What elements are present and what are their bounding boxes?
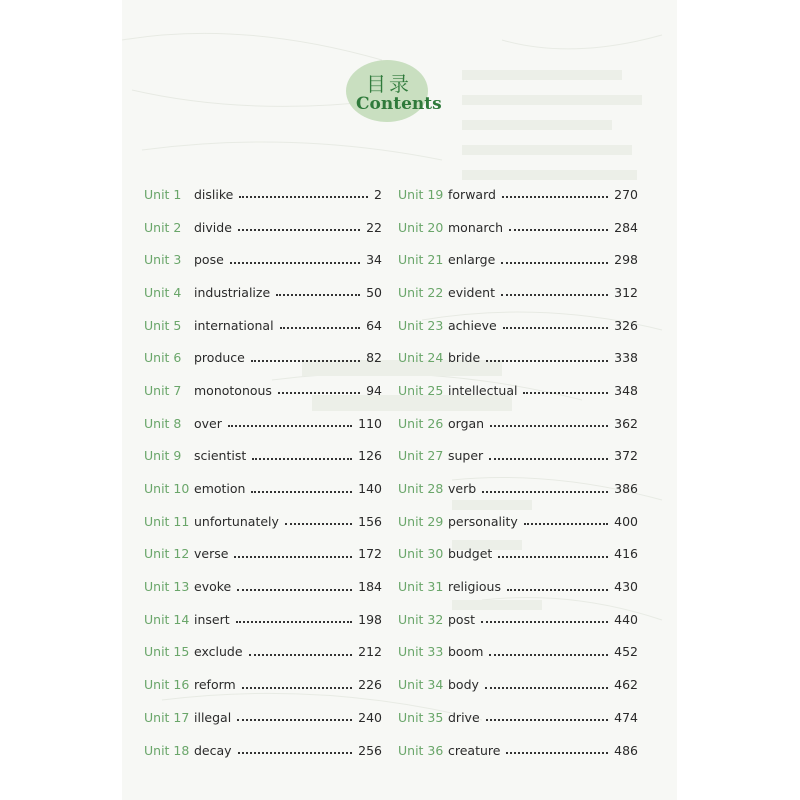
page-number: 270 [614, 186, 638, 202]
chinese-title: 目录 [366, 72, 412, 96]
page-number: 2 [374, 186, 382, 202]
unit-label: Unit 14 [144, 611, 190, 627]
entry-word: insert [194, 611, 230, 627]
entry-word: evoke [194, 579, 232, 595]
unit-label: Unit 27 [398, 448, 444, 464]
toc-entry[interactable] [144, 178, 382, 211]
page-number: 226 [358, 677, 382, 693]
unit-label: Unit 29 [398, 513, 444, 529]
toc-entry[interactable] [144, 668, 382, 701]
toc-entry[interactable] [398, 505, 638, 538]
dot-leader [482, 491, 608, 493]
page-number: 284 [614, 219, 638, 235]
page-number: 348 [614, 382, 638, 398]
entry-word: super [448, 448, 484, 464]
unit-label: Unit 28 [398, 481, 444, 497]
unit-label: Unit 25 [398, 382, 444, 398]
toc-entry[interactable] [398, 407, 638, 440]
entry-word: verb [448, 481, 477, 497]
toc-entry[interactable] [144, 636, 382, 669]
toc-entry[interactable] [144, 407, 382, 440]
dot-leader [230, 262, 360, 264]
entry-word: drive [448, 709, 480, 725]
toc-column-right [398, 178, 638, 766]
entry-word: body [448, 677, 479, 693]
toc-entry[interactable] [398, 440, 638, 473]
unit-label: Unit 10 [144, 481, 190, 497]
dot-leader [524, 523, 608, 525]
toc-entry[interactable] [144, 440, 382, 473]
unit-label: Unit 6 [144, 350, 182, 366]
dot-leader [503, 327, 608, 329]
entry-word: verse [194, 546, 229, 562]
unit-label: Unit 36 [398, 742, 444, 758]
unit-label: Unit 33 [398, 644, 444, 660]
page-number: 140 [358, 481, 382, 497]
entry-word: forward [448, 186, 496, 202]
page-number: 326 [614, 317, 638, 333]
toc-entry[interactable] [398, 276, 638, 309]
toc-entry[interactable] [398, 636, 638, 669]
unit-label: Unit 11 [144, 513, 190, 529]
dot-leader [237, 589, 352, 591]
page-number: 240 [358, 709, 382, 725]
page-number: 256 [358, 742, 382, 758]
unit-label: Unit 22 [398, 284, 444, 300]
toc-entry[interactable] [398, 243, 638, 276]
entry-word: religious [448, 579, 501, 595]
unit-label: Unit 1 [144, 186, 182, 202]
entry-word: dislike [194, 186, 234, 202]
unit-label: Unit 9 [144, 448, 182, 464]
page-number: 298 [614, 252, 638, 268]
unit-label: Unit 3 [144, 252, 182, 268]
entry-word: exclude [194, 644, 243, 660]
page-number: 312 [614, 284, 638, 300]
toc-entry[interactable] [144, 505, 382, 538]
page-number: 372 [614, 448, 638, 464]
toc-entry[interactable] [144, 243, 382, 276]
entry-word: international [194, 317, 274, 333]
unit-label: Unit 18 [144, 742, 190, 758]
page-number: 452 [614, 644, 638, 660]
page-number: 94 [366, 382, 382, 398]
toc-entry[interactable] [144, 472, 382, 505]
page-number: 110 [358, 415, 382, 431]
unit-label: Unit 12 [144, 546, 190, 562]
unit-label: Unit 20 [398, 219, 444, 235]
unit-label: Unit 23 [398, 317, 444, 333]
dot-leader [489, 654, 608, 656]
unit-label: Unit 19 [398, 186, 444, 202]
toc-entry[interactable] [144, 211, 382, 244]
toc-entry[interactable] [398, 701, 638, 734]
toc-entry[interactable] [144, 701, 382, 734]
dot-leader [502, 196, 608, 198]
unit-label: Unit 17 [144, 709, 190, 725]
page-number: 430 [614, 579, 638, 595]
book-page [122, 0, 677, 800]
page-number: 474 [614, 709, 638, 725]
toc-column-left [144, 178, 382, 766]
unit-label: Unit 32 [398, 611, 444, 627]
page-number: 156 [358, 513, 382, 529]
unit-label: Unit 30 [398, 546, 444, 562]
toc-entry[interactable] [398, 178, 638, 211]
entry-word: reform [194, 677, 236, 693]
page-number: 22 [366, 219, 382, 235]
contents-header [342, 60, 462, 122]
unit-label: Unit 5 [144, 317, 182, 333]
entry-word: organ [448, 415, 485, 431]
dot-leader [498, 556, 608, 558]
entry-word: pose [194, 252, 224, 268]
unit-label: Unit 26 [398, 415, 444, 431]
toc-entry[interactable] [144, 276, 382, 309]
page-number: 64 [366, 317, 382, 333]
dot-leader [486, 719, 609, 721]
toc-entry[interactable] [398, 211, 638, 244]
page-number: 126 [358, 448, 382, 464]
unit-label: Unit 8 [144, 415, 182, 431]
toc-entry[interactable] [144, 538, 382, 571]
toc-entry[interactable] [144, 309, 382, 342]
page-number: 172 [358, 546, 382, 562]
dot-leader [489, 458, 608, 460]
entry-word: monotonous [194, 382, 272, 398]
entry-word: divide [194, 219, 232, 235]
entry-word: bride [448, 350, 481, 366]
page-number: 198 [358, 611, 382, 627]
dot-leader [249, 654, 353, 656]
toc-entry[interactable] [398, 341, 638, 374]
dot-leader [285, 523, 352, 525]
dot-leader [236, 621, 353, 623]
dot-leader [486, 360, 608, 362]
dot-leader [278, 392, 360, 394]
page-number: 486 [614, 742, 638, 758]
unit-label: Unit 24 [398, 350, 444, 366]
page-number: 212 [358, 644, 382, 660]
dot-leader [501, 262, 608, 264]
page-number: 338 [614, 350, 638, 366]
unit-label: Unit 21 [398, 252, 444, 268]
entry-word: intellectual [448, 382, 518, 398]
dot-leader [228, 425, 352, 427]
entry-word: illegal [194, 709, 232, 725]
toc-entry[interactable] [398, 374, 638, 407]
dot-leader [251, 360, 360, 362]
page-number: 184 [358, 579, 382, 595]
unit-label: Unit 4 [144, 284, 182, 300]
toc-entry[interactable] [398, 570, 638, 603]
unit-label: Unit 34 [398, 677, 444, 693]
page-number: 440 [614, 611, 638, 627]
entry-word: creature [448, 742, 501, 758]
toc-entry[interactable] [398, 603, 638, 636]
toc-entry[interactable] [144, 734, 382, 767]
page-number: 82 [366, 350, 382, 366]
page-number: 34 [366, 252, 382, 268]
page-number: 50 [366, 284, 382, 300]
toc-entry[interactable] [398, 668, 638, 701]
entry-word: industrialize [194, 284, 271, 300]
unit-label: Unit 35 [398, 709, 444, 725]
dot-leader [234, 556, 352, 558]
entry-word: monarch [448, 219, 504, 235]
toc-entry[interactable] [398, 472, 638, 505]
entry-word: boom [448, 644, 484, 660]
page-number: 462 [614, 677, 638, 693]
page-number: 416 [614, 546, 638, 562]
entry-word: decay [194, 742, 232, 758]
toc-entry[interactable] [398, 538, 638, 571]
unit-label: Unit 15 [144, 644, 190, 660]
dot-leader [242, 687, 352, 689]
dot-leader [280, 327, 361, 329]
dot-leader [485, 687, 608, 689]
unit-label: Unit 16 [144, 677, 190, 693]
page-number: 386 [614, 481, 638, 497]
entry-word: scientist [194, 448, 247, 464]
dot-leader [506, 752, 608, 754]
toc-entry[interactable] [144, 341, 382, 374]
dot-leader [509, 229, 608, 231]
page-number: 362 [614, 415, 638, 431]
toc-entry[interactable] [144, 603, 382, 636]
dot-leader [276, 294, 360, 296]
dot-leader [481, 621, 608, 623]
toc-entry[interactable] [144, 374, 382, 407]
entry-word: personality [448, 513, 518, 529]
page-number: 400 [614, 513, 638, 529]
entry-word: produce [194, 350, 245, 366]
unit-label: Unit 13 [144, 579, 190, 595]
toc-entry[interactable] [398, 734, 638, 767]
dot-leader [239, 196, 368, 198]
entry-word: over [194, 415, 222, 431]
entry-word: enlarge [448, 252, 496, 268]
unit-label: Unit 2 [144, 219, 182, 235]
dot-leader [490, 425, 608, 427]
dot-leader [507, 589, 608, 591]
entry-word: budget [448, 546, 493, 562]
entry-word: emotion [194, 481, 246, 497]
dot-leader [523, 392, 608, 394]
english-title: Contents [356, 94, 442, 114]
toc-entry[interactable] [398, 309, 638, 342]
dot-leader [501, 294, 608, 296]
dot-leader [238, 752, 353, 754]
entry-word: evident [448, 284, 496, 300]
unit-label: Unit 7 [144, 382, 182, 398]
entry-word: unfortunately [194, 513, 279, 529]
toc-entry[interactable] [144, 570, 382, 603]
dot-leader [238, 229, 360, 231]
unit-label: Unit 31 [398, 579, 444, 595]
dot-leader [252, 458, 352, 460]
dot-leader [237, 719, 352, 721]
dot-leader [251, 491, 352, 493]
entry-word: post [448, 611, 475, 627]
entry-word: achieve [448, 317, 497, 333]
